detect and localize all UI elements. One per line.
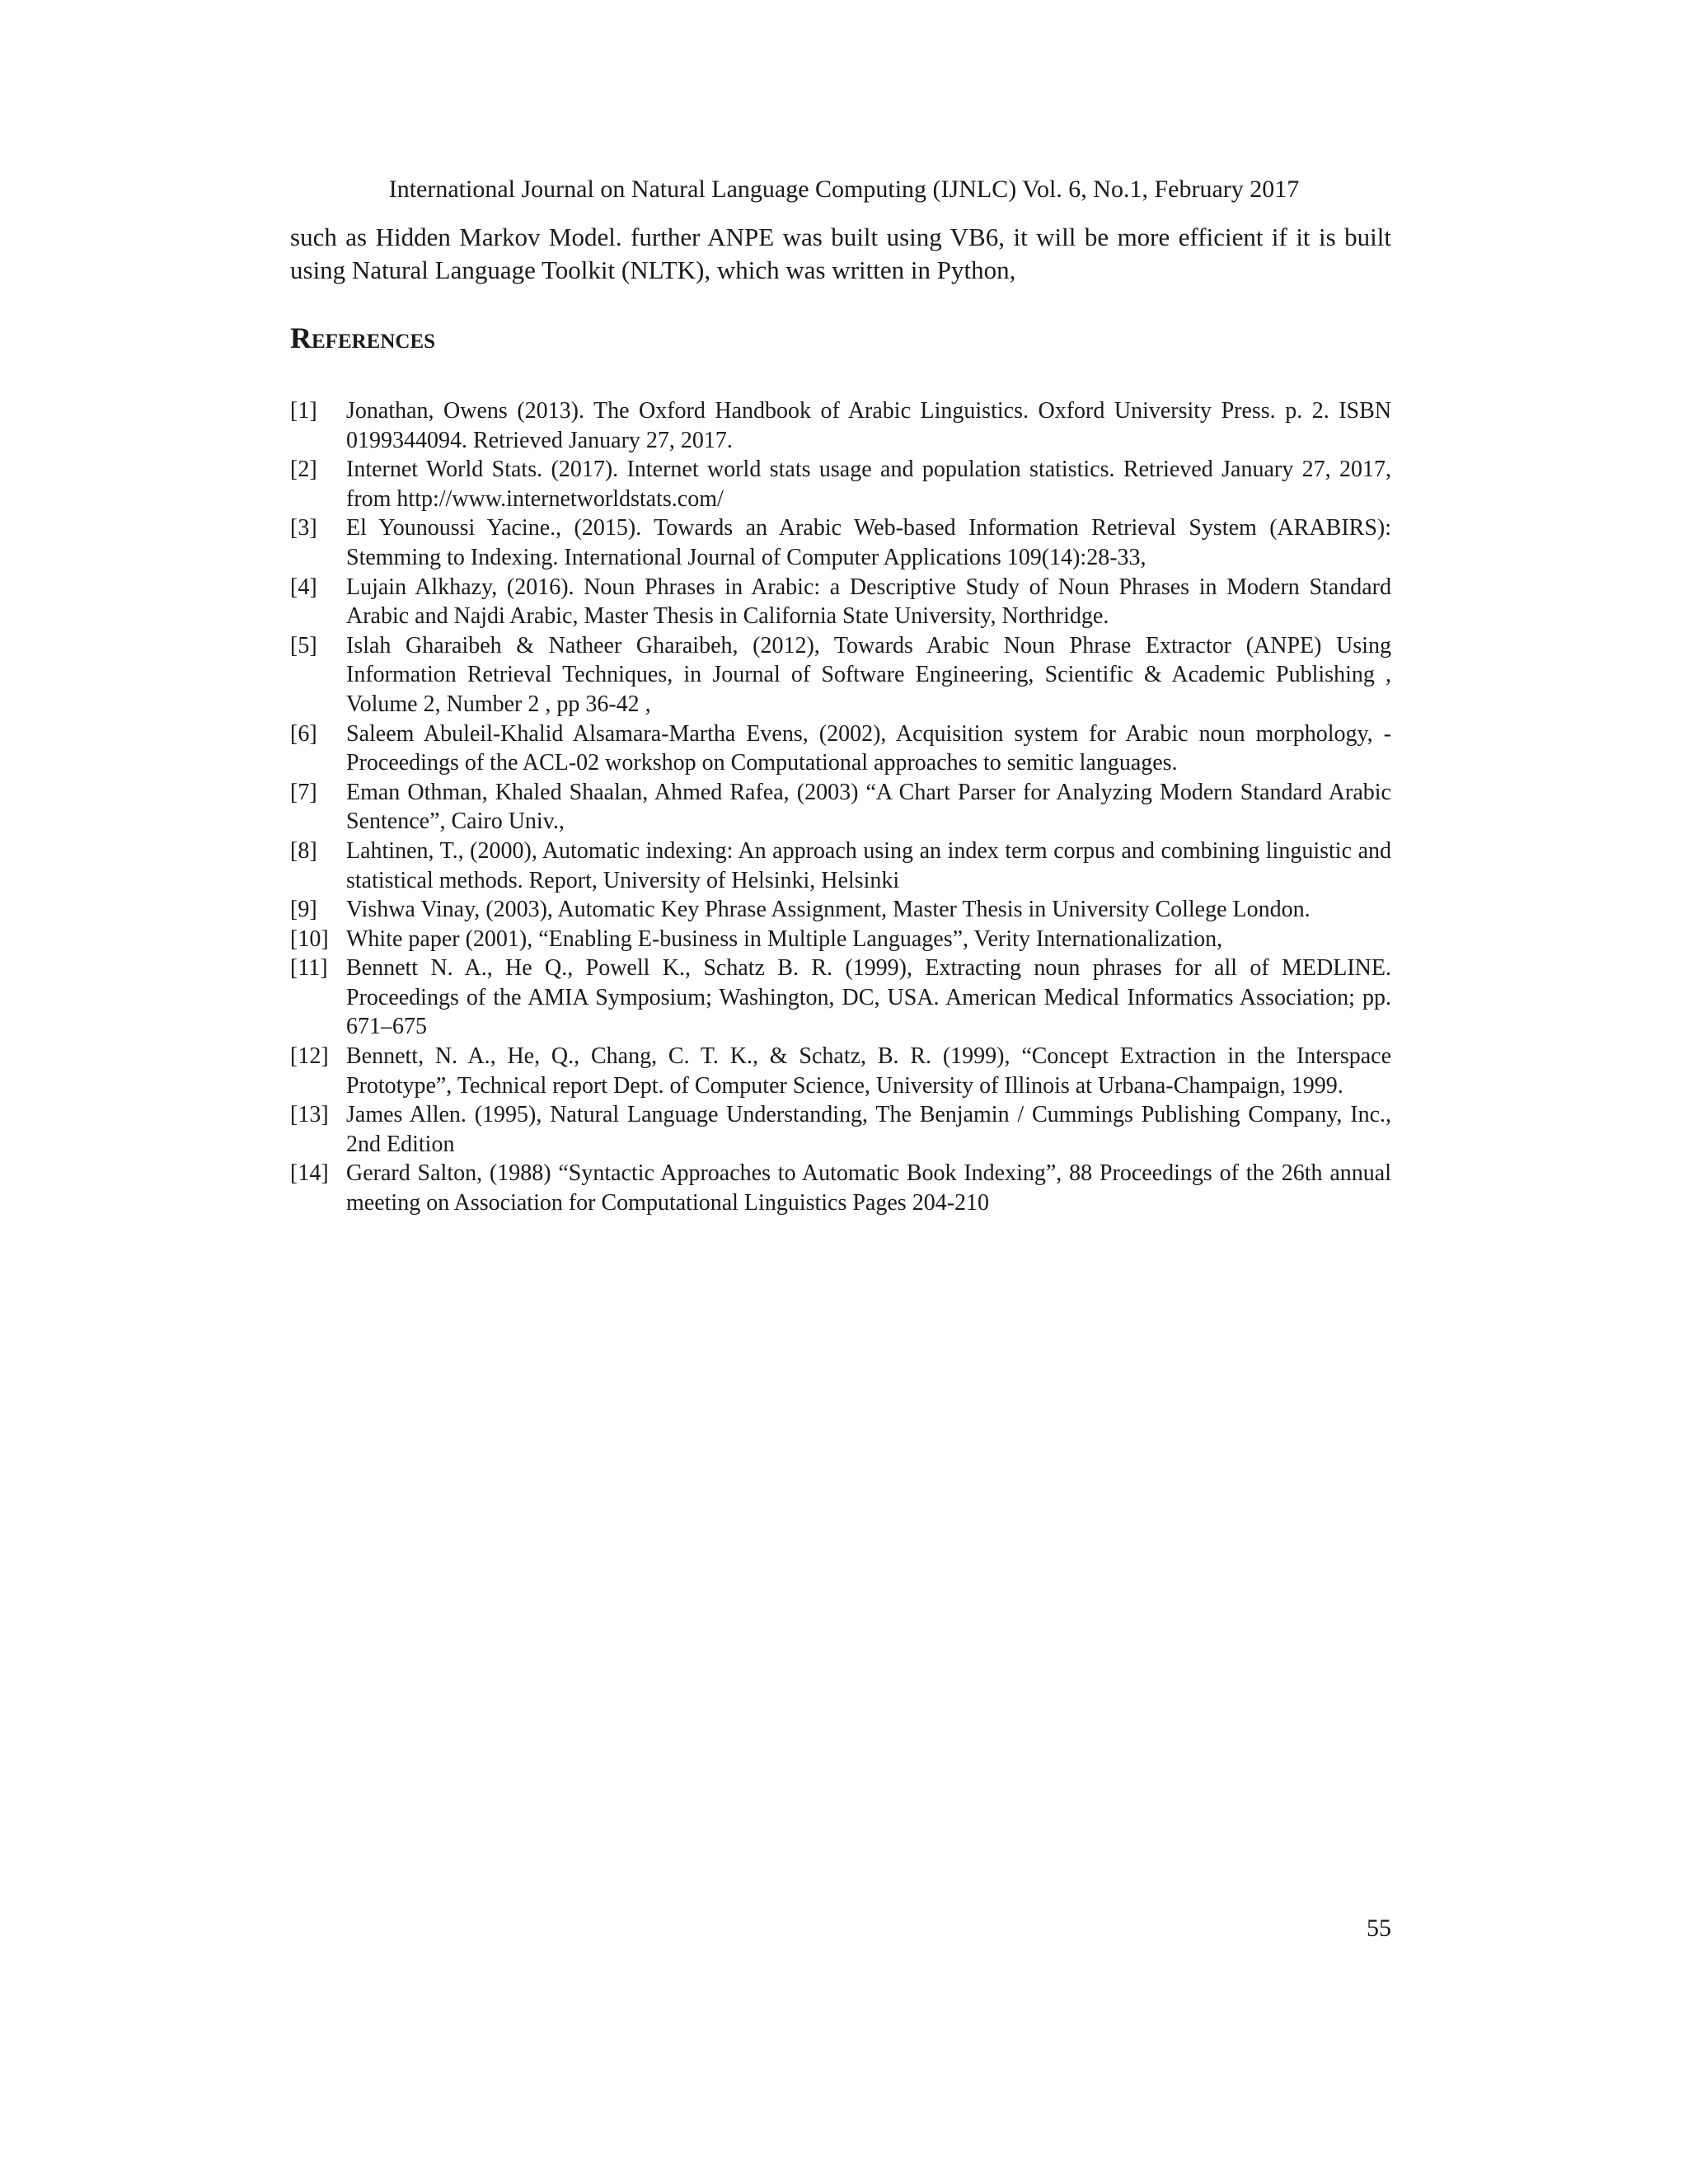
- reference-number: [3]: [290, 515, 317, 541]
- reference-text: Gerard Salton, (1988) “Syntactic Approaches to Automatic Book Indexing”, 88 Proceedings of the 26th annual meeting on Association for Computational Linguistics Pages 204-210: [346, 1160, 1391, 1216]
- reference-item-1: [290, 396, 1391, 455]
- reference-text: Eman Othman, Khaled Shaalan, Ahmed Rafea, (2003) “A Chart Parser for Analyzing Modern Standard Arabic Sentence”, Cairo Univ.,: [346, 779, 1391, 835]
- reference-text: Bennett N. A., He Q., Powell K., Schatz B. R. (1999), Extracting noun phrases for all of MEDLINE. Proceedings of the AMIA Symposium; Washington, DC, USA. American Medical Informatics Association; pp. 671–675: [346, 955, 1391, 1040]
- reference-item-3: [290, 513, 1391, 572]
- intro-paragraph: such as Hidden Markov Model. further ANPE was built using VB6, it will be more efficient if it is built using Natural Language Toolkit (NLTK), which was written in Python,: [290, 223, 1391, 284]
- reference-text: White paper (2001), “Enabling E-business in Multiple Languages”, Verity Internationalization,: [346, 926, 1223, 952]
- reference-number: [4]: [290, 574, 317, 600]
- reference-number: [10]: [290, 926, 329, 952]
- reference-item-9: [290, 895, 1391, 925]
- reference-item-2: [290, 455, 1391, 513]
- reference-number: [6]: [290, 720, 317, 747]
- reference-number: [1]: [290, 398, 317, 424]
- reference-text: Islah Gharaibeh & Natheer Gharaibeh, (2012), Towards Arabic Noun Phrase Extractor (ANPE) Using Information Retrieval Techniques, in Journal of Software Engineering, Scientific & Academic Publishing , Volume 2, Number 2 , pp 36-42 ,: [346, 632, 1391, 717]
- reference-text: James Allen. (1995), Natural Language Understanding, The Benjamin / Cummings Publishing Company, Inc., 2nd Edition: [346, 1102, 1391, 1157]
- reference-item-11: [290, 954, 1391, 1042]
- reference-item-4: [290, 573, 1391, 631]
- reference-item-5: [290, 631, 1391, 719]
- reference-item-8: [290, 837, 1391, 895]
- reference-text: Bennett, N. A., He, Q., Chang, C. T. K., & Schatz, B. R. (1999), “Concept Extraction in the Interspace Prototype”, Technical report Dept. of Computer Science, University of Illinois at Urbana-Champaign, 1999.: [346, 1043, 1391, 1099]
- reference-text: Jonathan, Owens (2013). The Oxford Handbook of Arabic Linguistics. Oxford University Press. p. 2. ISBN 0199344094. Retrieved January 27, 2017.: [346, 398, 1391, 453]
- page-number: 55: [1367, 1915, 1391, 1942]
- reference-number: [13]: [290, 1102, 329, 1128]
- reference-list: [290, 396, 1391, 1218]
- reference-item-7: [290, 778, 1391, 837]
- reference-number: [9]: [290, 897, 317, 923]
- reference-text: Internet World Stats. (2017). Internet world stats usage and population statistics. Retrieved January 27, 2017, from http://www.internetworldstats.com/: [346, 457, 1391, 512]
- reference-item-13: [290, 1100, 1391, 1159]
- reference-number: [2]: [290, 457, 317, 483]
- running-header: International Journal on Natural Language Computing (IJNLC) Vol. 6, No.1, February 2017: [388, 176, 1300, 203]
- reference-text: El Younoussi Yacine., (2015). Towards an Arabic Web-based Information Retrieval System (ARABIRS): Stemming to Indexing. International Journal of Computer Applications 109(14):28-33,: [346, 515, 1391, 570]
- reference-number: [7]: [290, 779, 317, 805]
- reference-text: Lujain Alkhazy, (2016). Noun Phrases in Arabic: a Descriptive Study of Noun Phrases in Modern Standard Arabic and Najdi Arabic, Master Thesis in California State University, Northridge.: [346, 574, 1391, 630]
- references-heading: References: [290, 321, 436, 354]
- reference-text: Vishwa Vinay, (2003), Automatic Key Phrase Assignment, Master Thesis in University College London.: [346, 897, 1311, 923]
- reference-number: [12]: [290, 1043, 329, 1070]
- reference-text: Saleem Abuleil-Khalid Alsamara-Martha Evens, (2002), Acquisition system for Arabic noun morphology, - Proceedings of the ACL-02 workshop on Computational approaches to semitic languages.: [346, 720, 1391, 776]
- reference-number: [8]: [290, 837, 317, 864]
- reference-number: [11]: [290, 955, 328, 982]
- reference-number: [5]: [290, 632, 317, 658]
- reference-text: Lahtinen, T., (2000), Automatic indexing: An approach using an index term corpus and combining linguistic and statistical methods. Report, University of Helsinki, Helsinki: [346, 837, 1391, 893]
- reference-item-12: [290, 1042, 1391, 1100]
- reference-item-14: [290, 1159, 1391, 1217]
- reference-number: [14]: [290, 1160, 329, 1187]
- reference-item-6: [290, 719, 1391, 778]
- reference-item-10: [290, 925, 1391, 954]
